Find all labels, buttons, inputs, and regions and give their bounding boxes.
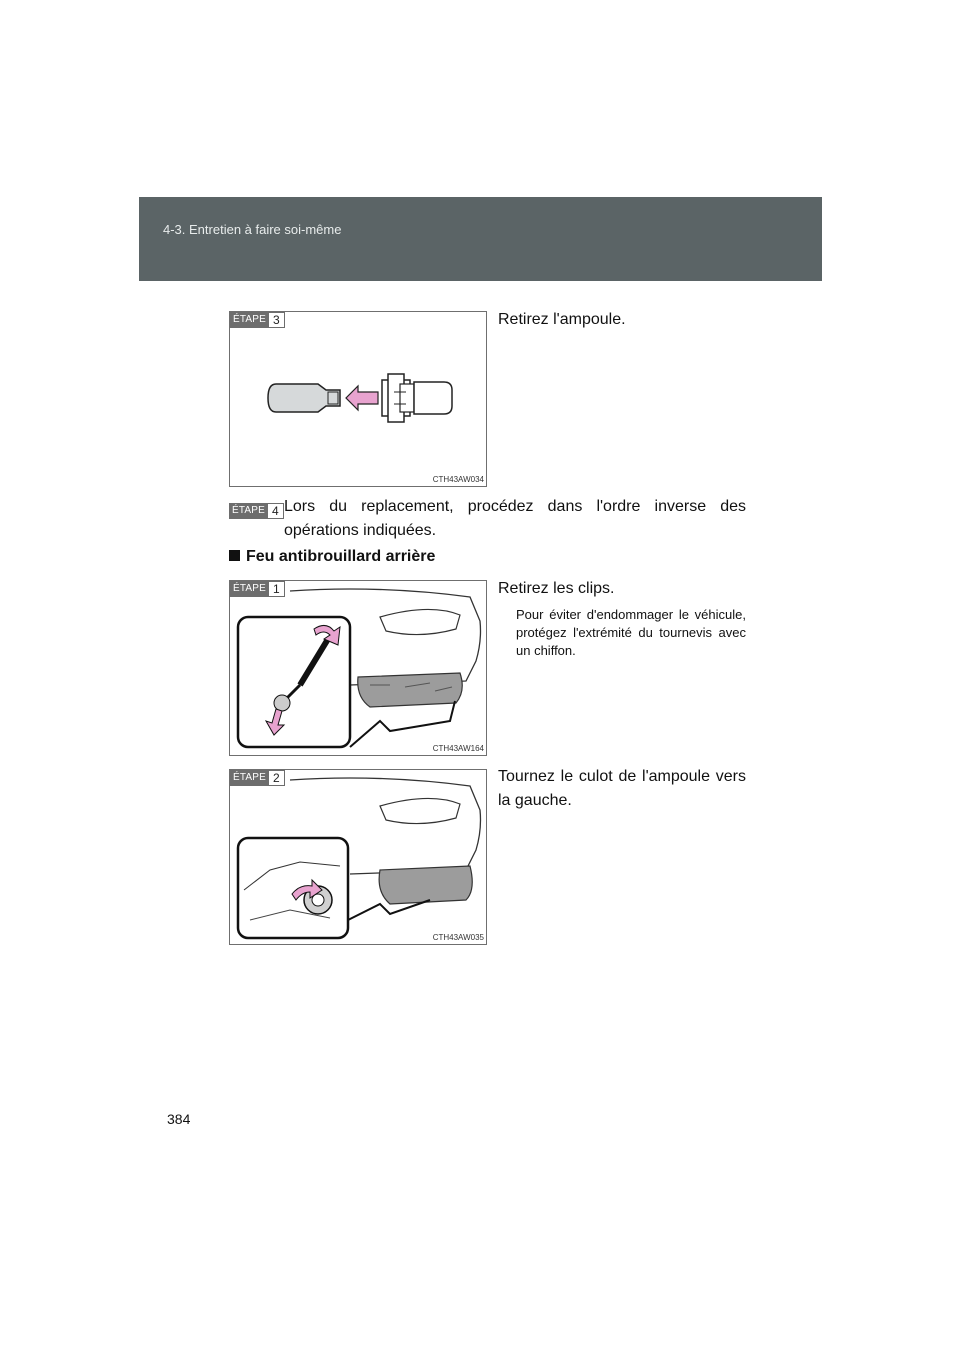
etape-label: ÉTAPE: [230, 770, 269, 786]
fog-step1-text: Retirez les clips.: [498, 580, 615, 597]
figure-code: CTH43AW164: [432, 744, 484, 753]
header-band: [139, 197, 822, 281]
square-bullet-icon: [229, 550, 240, 561]
step4-row: [229, 500, 284, 519]
page-number: 384: [167, 1111, 191, 1127]
fog-step1-note: Pour éviter d'endommager le véhicule, protégez l'extrémité du tournevis avec un chiffon.: [516, 607, 746, 658]
section-title: [229, 548, 435, 566]
figure-code: CTH43AW034: [432, 475, 484, 484]
figure-fog-step2: [229, 769, 487, 945]
clip-removal-illustration: [230, 581, 486, 755]
section-title-text: Feu antibrouillard arrière: [246, 548, 436, 565]
step3-text: Retirez l'ampoule.: [498, 311, 626, 328]
figure-step3: [229, 311, 487, 487]
etape-label: ÉTAPE: [230, 581, 269, 597]
bulb-socket-turn-illustration: [230, 770, 486, 944]
etape-number: 4: [268, 503, 284, 519]
step4-text-line1: Lors du replacement, procédez dans l'ordre inverse des: [284, 498, 746, 515]
section-header-title: 4-3. Entretien à faire soi-même: [163, 222, 342, 237]
etape-number: 2: [269, 770, 285, 786]
figure-code: CTH43AW035: [432, 933, 484, 942]
etape-badge: [229, 503, 284, 519]
figure-fog-step1: [229, 580, 487, 756]
etape-label: ÉTAPE: [229, 503, 268, 519]
bulb-removal-illustration: [230, 312, 486, 486]
etape-number: 1: [269, 581, 285, 597]
step4-text-line2: opérations indiquées.: [284, 522, 437, 539]
fog-step2-text: Tournez le culot de l'ampoule vers la gauche.: [498, 768, 746, 809]
etape-number: 3: [269, 312, 285, 328]
etape-label: ÉTAPE: [230, 312, 269, 328]
